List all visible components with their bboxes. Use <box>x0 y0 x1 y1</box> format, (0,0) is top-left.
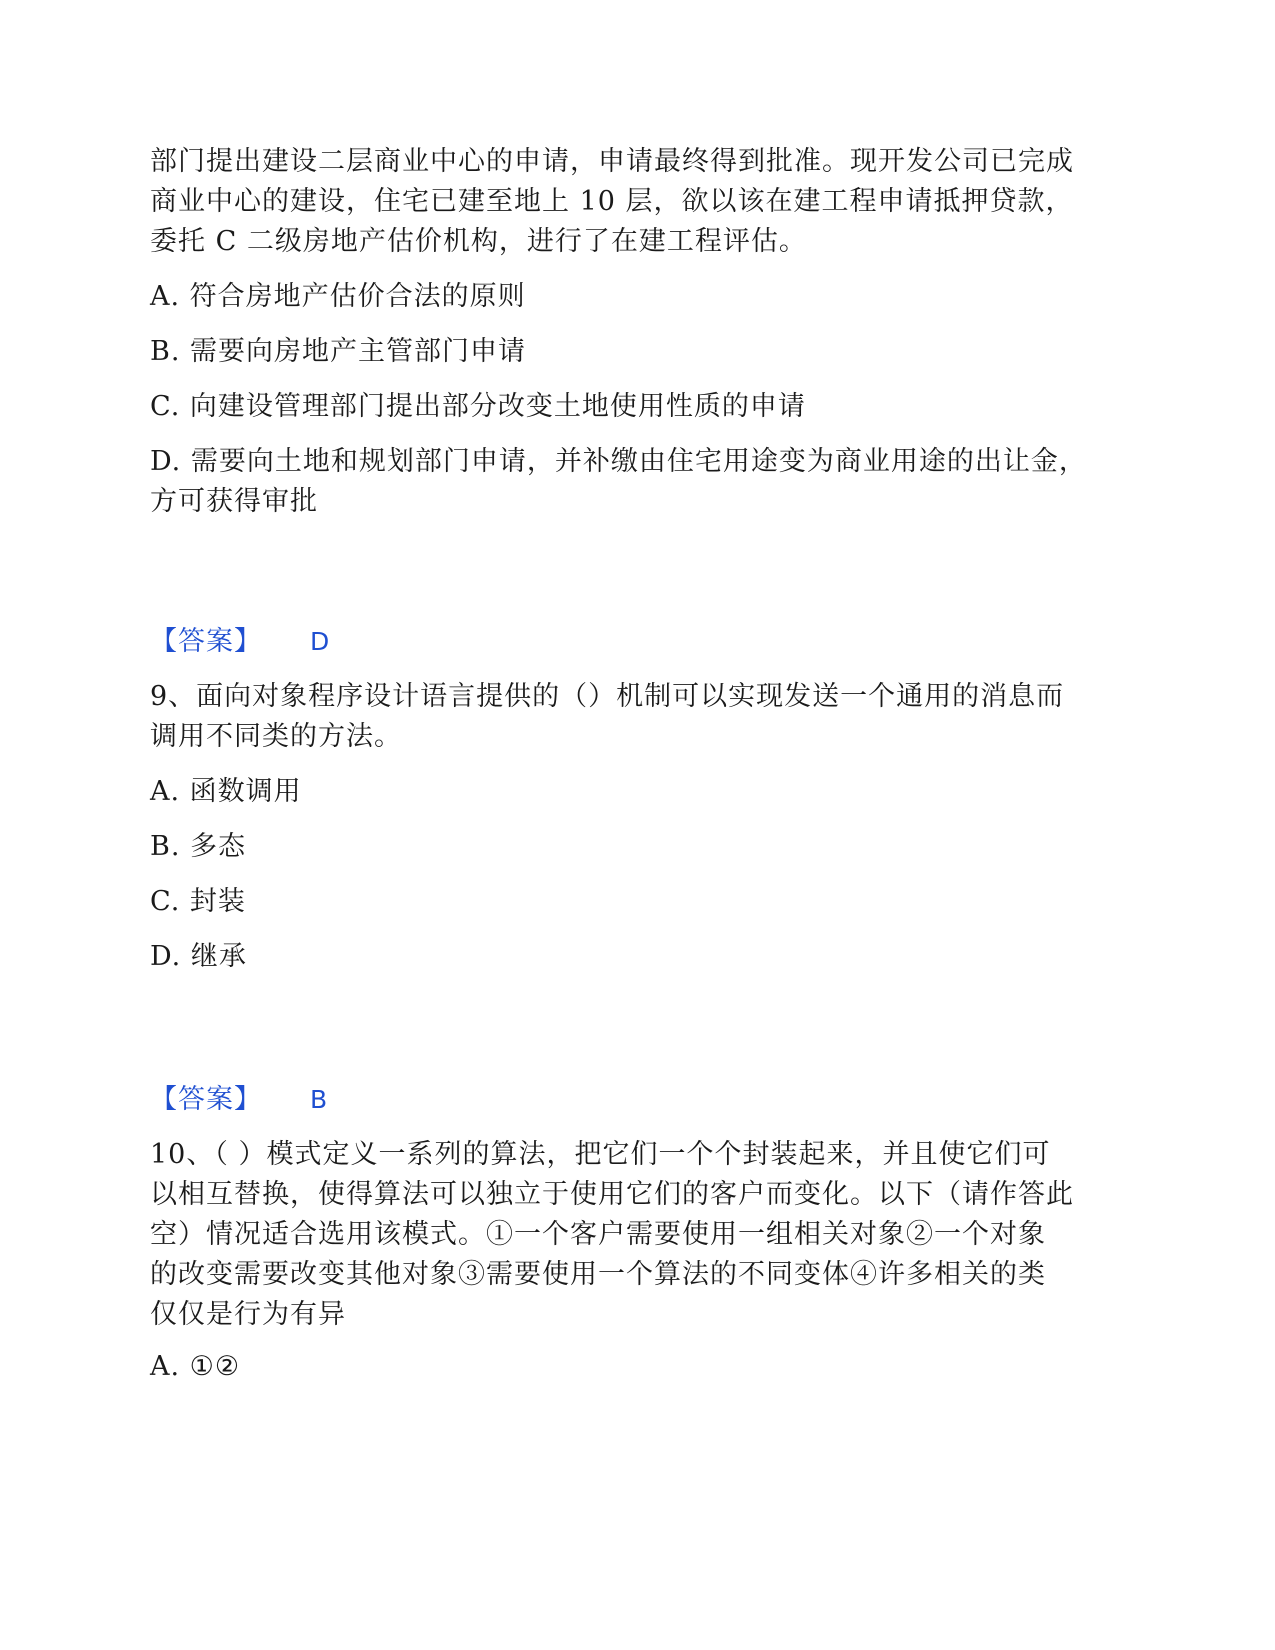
q8-answer-value: D <box>310 627 330 656</box>
q9-option-a: A. 函数调用 <box>150 776 302 807</box>
q8-option-c: C. 向建设管理部门提出部分改变土地使用性质的申请 <box>150 391 806 422</box>
q10-option-a: A. ①② <box>150 1351 241 1382</box>
q8-stem-line-1: 部门提出建设二层商业中心的申请，申请最终得到批准。现开发公司已完成 <box>150 146 1074 177</box>
q8-answer <box>150 622 329 662</box>
q8-answer-tag: 【答案】 <box>150 626 262 657</box>
q9-option-b: B. 多态 <box>150 831 247 862</box>
q8-option-d-continued: 方可获得审批 <box>150 486 318 517</box>
q8-stem-line-2: 商业中心的建设，住宅已建至地上 10 层，欲以该在建工程申请抵押贷款， <box>150 186 1074 217</box>
q9-answer-value: B <box>310 1085 328 1114</box>
q10-stem-line-1: 10、（ ）模式定义一系列的算法，把它们一个个封装起来，并且使它们可 <box>150 1139 1051 1170</box>
q9-answer <box>150 1080 327 1120</box>
q10-stem-line-5: 仅仅是行为有异 <box>150 1299 346 1330</box>
q8-option-a: A. 符合房地产估价合法的原则 <box>150 281 526 312</box>
q10-stem-line-2: 以相互替换，使得算法可以独立于使用它们的客户而变化。以下（请作答此 <box>150 1179 1074 1210</box>
q10-stem-line-4: 的改变需要改变其他对象③需要使用一个算法的不同变体④许多相关的类 <box>150 1259 1046 1290</box>
q8-option-d: D. 需要向土地和规划部门申请，并补缴由住宅用途变为商业用途的出让金， <box>150 446 1087 477</box>
q9-stem-line-1: 9、面向对象程序设计语言提供的（）机制可以实现发送一个通用的消息而 <box>150 681 1065 712</box>
q9-stem-line-2: 调用不同类的方法。 <box>150 721 402 752</box>
q8-stem-line-3: 委托 C 二级房地产估价机构，进行了在建工程评估。 <box>150 226 807 257</box>
q9-option-d: D. 继承 <box>150 941 247 972</box>
q9-answer-tag: 【答案】 <box>150 1084 262 1115</box>
q8-option-b: B. 需要向房地产主管部门申请 <box>150 336 527 367</box>
q10-stem-line-3: 空）情况适合选用该模式。①一个客户需要使用一组相关对象②一个对象 <box>150 1219 1046 1250</box>
q9-option-c: C. 封装 <box>150 886 246 917</box>
